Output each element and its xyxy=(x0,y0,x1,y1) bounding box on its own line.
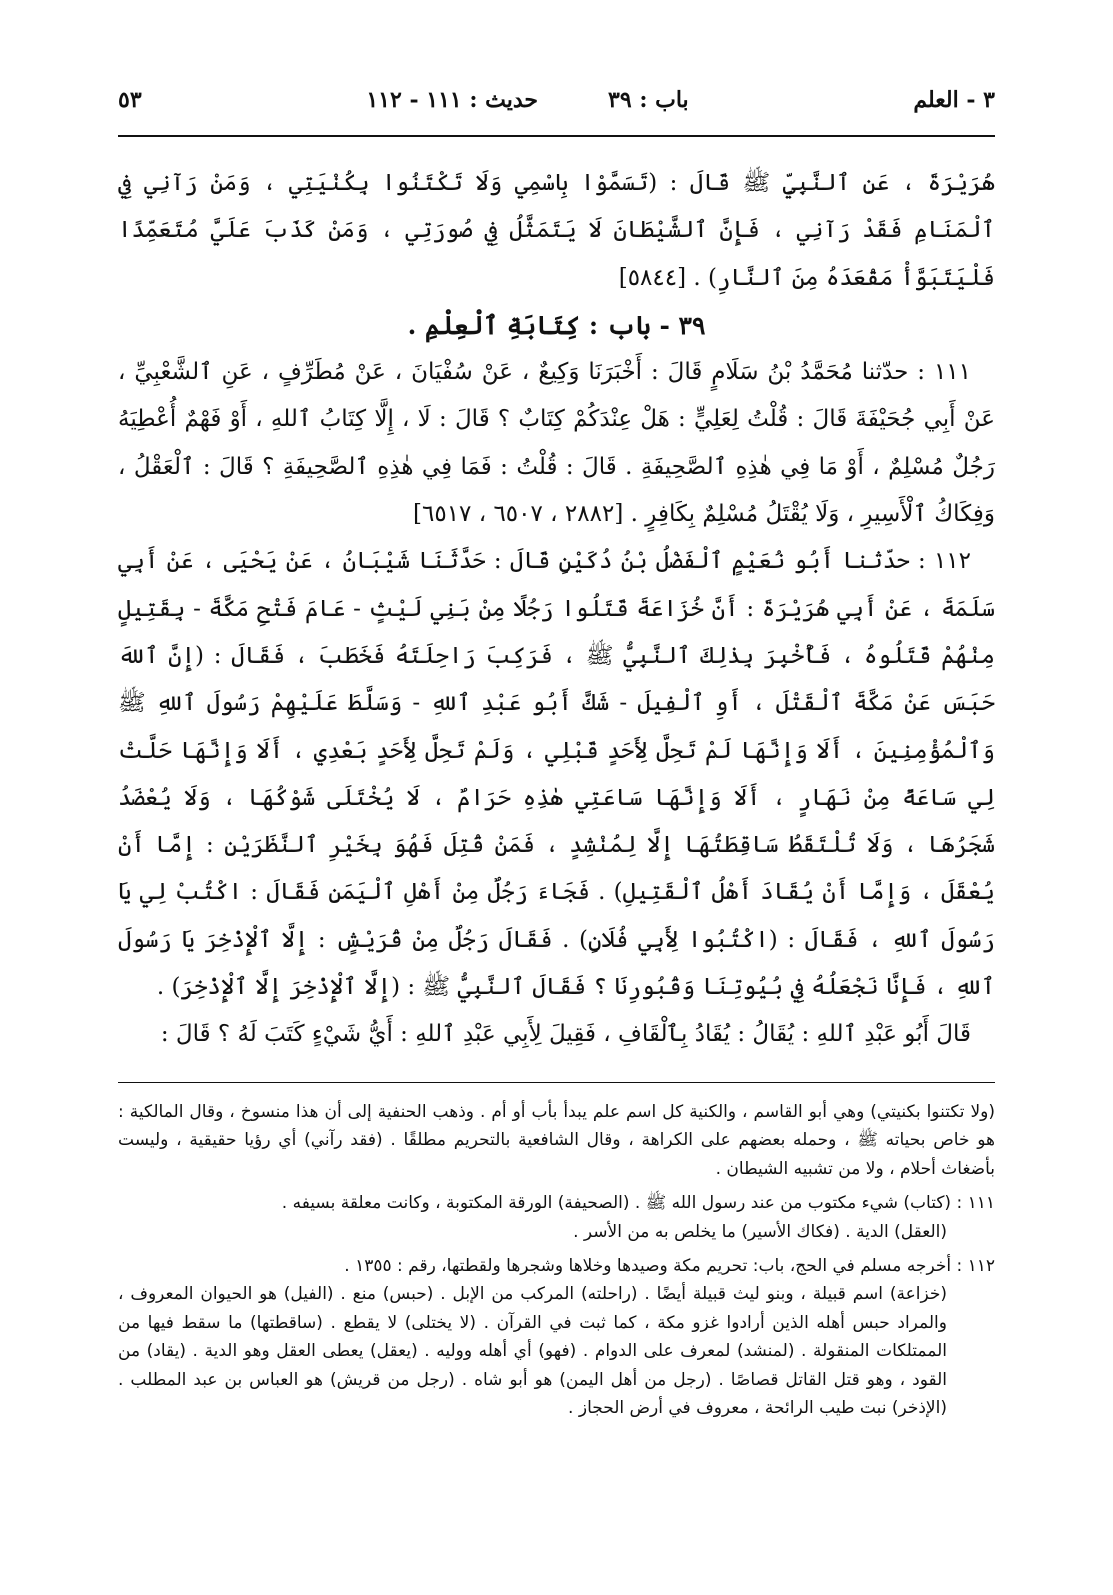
hadith-112: ١١٢ : حدّثنا أَبُو نُعَيْمٍ ٱلْفَضْلُ بْنُ دُكَيْنٍ قَالَ : حَدَّثَنَا شَيْبَانُ ، عَنْ يَحْيَى ، عَنْ أَبِي سَلَمَةَ ، عَنْ أَبِي هُرَيْرَةَ : أَنَّ خُزَاعَةَ قَتَلُوا رَجُلًا مِنْ بَنِي لَيْثٍ - عَامَ فَتْحِ مَكَّةَ - بِقَتِيلٍ مِنْهُمْ قَتَلُوهُ ، فَأُخْبِرَ بِذٰلِكَ ٱلنَّبِيُّ ﷺ ، فَرَكِبَ رَاحِلَتَهُ فَخَطَبَ ، فَقَالَ : (إِنَّ ٱللهَ حَبَسَ عَنْ مَكَّةَ ٱلْقَتْلَ ، أَوِ ٱلْفِيلَ - شَكَّ أَبُو عَبْدِ ٱللهِ - وَسَلَّطَ عَلَيْهِمْ رَسُولَ ٱللهِ ﷺ وَٱلْمُؤْمِنِينَ ، أَلَا وَإِنَّهَا لَمْ تَحِلَّ لِأَحَدٍ قَبْلِي ، وَلَمْ تَحِلَّ لِأَحَدٍ بَعْدِي ، أَلَا وَإِنَّهَا حَلَّتْ لِي سَاعَةً مِنْ نَهَارٍ ، أَلَا وَإِنَّهَا سَاعَتِي هٰذِهِ حَرَامٌ ، لَا يُخْتَلَى شَوْكُهَا ، وَلَا يُعْضَدُ شَجَرُهَا ، وَلَا تُلْتَقَطُ سَاقِطَتُهَا إِلَّا لِمُنْشِدٍ ، فَمَنْ قُتِلَ فَهُوَ بِخَيْرِ ٱلنَّظَرَيْنِ : إِمَّا أَنْ يُعْقَلَ ، وَإِمَّا أَنْ يُقَادَ أَهْلُ ٱلْقَتِيلِ) . فَجَاءَ رَجُلٌ مِنْ أَهْلِ ٱلْيَمَنِ فَقَالَ : اكْتُبْ لِي يَا رَسُولَ ٱللهِ ، فَقَالَ : (اكْتُبُوا لِأَبِي فُلَانٍ) . فَقَالَ رَجُلٌ مِنْ قُرَيْشٍ : إِلَّا ٱلْإِذْخِرَ يَا رَسُولَ ٱللهِ ، فَإِنَّا نَجْعَلُهُ فِي بُيُوتِنَا وَقُبُورِنَا ؟ فَقَالَ ٱلنَّبِيُّ ﷺ : (إِلَّا ٱلْإِذْخِرَ إِلَّا ٱلْإِذْخِرَ) . xyxy=(118,548,995,1001)
chapter-title: ٣٩ - باب : كِتَابَةِ ٱلْعِلْمِ . xyxy=(407,310,706,340)
hadith-111-text: ١١١ : حدّثنا مُحَمَّدُ بْنُ سَلَامٍ قَالَ : أَخْبَرَنَا وَكِيعٌ ، عَنْ سُفْيَانَ ، عَنْ مُطَرِّفٍ ، عَنِ ٱلشَّعْبِيِّ ، عَنْ أَبِي جُحَيْفَةَ قَالَ : قُلْتُ لِعَلِيٍّ : هَلْ عِنْدَكُمْ كِتَابٌ ؟ قَالَ : لَا ، إِلَّا كِتَابُ ٱللهِ ، أَوْ فَهْمٌ أُعْطِيَهُ رَجُلٌ مُسْلِمٌ ، أَوْ مَا فِي هٰذِهِ ٱلصَّحِيفَةِ . قَالَ : قُلْتُ : فَمَا فِي هٰذِهِ ٱلصَّحِيفَةِ ؟ قَالَ : ٱلْعَقْلُ ، وَفِكَاكُ ٱلْأَسِيرِ ، وَلَا يُقْتَلُ مُسْلِمٌ بِكَافِرٍ . xyxy=(118,359,995,528)
note-111-line-2: (العقل) الدية . (فكاك الأسير) ما يخلص به من الأسر . xyxy=(573,1221,947,1242)
chapter-label: باب : ٣٩ xyxy=(608,87,689,113)
section-title: ٣ - العلم xyxy=(913,87,995,113)
page-number: ٥٣ xyxy=(118,87,142,113)
note-112-line-1: ١١٢ : أخرجه مسلم في الحج، باب: تحريم مكة وصيدها وخلاها وشجرها ولقطتها، رقم : ١٣٥٥ . xyxy=(344,1256,995,1277)
hadith-range: حديث : ١١١ - ١١٢ xyxy=(366,87,539,113)
footnote-rule xyxy=(118,1082,995,1083)
note-111-line-1: ١١١ : (كتاب) شيء مكتوب من عند رسول الله ﷺ . (الصحيفة) الورقة المكتوبة ، وكانت معلقة بسيفه . xyxy=(281,1193,995,1214)
carryover-reference: [٥٨٤٤] xyxy=(618,264,687,291)
closing-line: قَالَ أَبُو عَبْدِ ٱللهِ : يُقَالُ : يُقَادُ بِٱلْقَافِ ، فَقِيلَ لِأَبِي عَبْدِ ٱللهِ : أَيُّ شَيْءٍ كَتَبَ لَهُ ؟ قَالَ : xyxy=(160,1021,971,1048)
hadith-111 xyxy=(118,349,995,538)
header-rule xyxy=(118,135,995,137)
carryover-text: هُرَيْرَةَ ، عَنِ ٱلنَّبِيِّ ﷺ قَالَ : (تَسَمَّوْا بِاسْمِي وَلَا تَكْتَنُوا بِكُنْيَتِي ، وَمَنْ رَآنِي فِي ٱلْمَنَامِ فَقَدْ رَآنِي ، فَإِنَّ ٱلشَّيْطَانَ لَا يَتَمَثَّلُ فِي صُورَتِي ، وَمَنْ كَذَبَ عَلَيَّ مُتَعَمِّدًا فَلْيَتَبَوَّأْ مَقْعَدَهُ مِنَ ٱلنَّارِ) . xyxy=(118,170,995,291)
carryover-paragraph xyxy=(118,160,995,302)
note-carryover: (ولا تكتنوا بكنيتي) وهي أبو القاسم ، والكنية كل اسم علم يبدأ بأب أو أم . وذهب الحنفية إلى أن هذا منسوخ ، وقال المالكية : هو خاص بحياته ﷺ ، وحمله بعضهم على الكراهة ، وقال الشافعية بالتحريم مطلقًا . (فقد رآني) أي رؤيا حقيقية ، وليست بأضغاث أحلام ، ولا من تشبيه الشيطان . xyxy=(118,1102,995,1179)
footnotes xyxy=(118,1098,995,1422)
note-112-body: (خزاعة) اسم قبيلة ، وبنو ليث قبيلة أيضًا . (راحلته) المركب من الإبل . (حبس) منع . (الفيل) هو الحيوان المعروف ، والمراد حبس أهله الذين أرادوا غزو مكة ، كما ثبت في القرآن . (لا يختلى) لا يقطع . (ساقطتها) ما سقط فيها من الممتلكات المنقولة . (لمنشد) لمعرف على الدوام . (فهو) أي أهله ووليه . (يعقل) يعطى العقل وهو الدية . (يقاد) من القود ، وهو قتل القاتل قصاصًا . (رجل من أهل اليمن) هو أبو شاه . (رجل من قريش) هو العباس بن عبد المطلب . (الإذخر) نبت طيب الرائحة ، معروف في أرض الحجاز . xyxy=(118,1284,947,1419)
header-center xyxy=(366,87,688,113)
running-header xyxy=(118,80,995,120)
main-text xyxy=(118,160,995,1059)
hadith-111-reference: [٢٨٨٢ ، ٦٥٠٧ ، ٦٥١٧] xyxy=(413,501,624,528)
